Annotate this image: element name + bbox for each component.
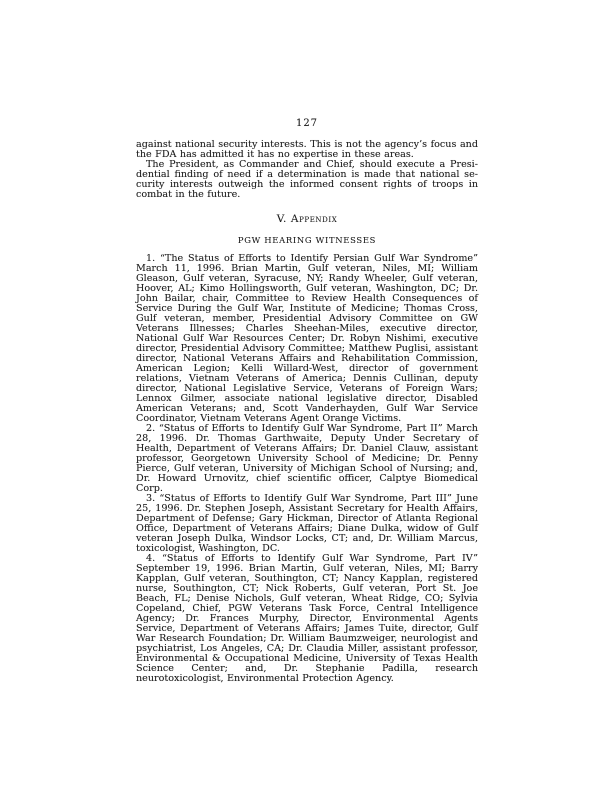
hearing-entry-1: 1. “The Status of Efforts to Identify Persian Gulf War Syndrome” March 11, 1996. Brian Martin, Gulf veteran, Niles, MI; William Gleason, Gulf veteran, Syracuse, NY; Randy Wheeler, Gulf veteran, Hoover, AL; Kimo Hollingsworth, Gulf veteran, Washington, DC; Dr. John Bailar, chair, Committee to Review Health Consequences of Service During the Gulf War, Institute of Medicine; Thomas Cross, Gulf veteran, member, Presidential Advisory Committee on GW Veterans Illnesses; Charles Sheehan-Miles, executive director, National Gulf War Resources Center; Dr. Robyn Nishimi, executive director, Presidential Advisory Committee; Matthew Puglisi, assistant director, National Veterans Affairs and Rehabilitation Commission, American Legion; Kelli Willard-West, director of government relations, Vietnam Veterans of America; Dennis Cullinan, deputy director, National Legislative Service, Veterans of Foreign Wars; Lennox Gilmer, associate national legislative director, Disabled American Veterans; and, Scott Vanderhayden, Gulf War Service Coordinator, Vietnam Veterans Agent Orange Victims. — [136, 253, 478, 424]
hearing-entry-2: 2. “Status of Efforts to Identify Gulf War Syndrome, Part II” March 28, 1996. Dr. Thomas Garthwaite, Deputy Under Secretary of Health, Department of Veterans Affairs; Dr. Daniel Clauw, assistant professor, Georgetown University School of Medicine; Dr. Penny Pierce, Gulf veteran, University of Michigan School of Nursing; and, Dr. Howard Urnovitz, chief scientific officer, Calptye Biomedical Corp. — [136, 423, 478, 494]
text-column — [136, 118, 478, 684]
hearing-entry-4: 4. “Status of Efforts to Identify Gulf War Syndrome, Part IV” September 19, 1996. Brian Martin, Gulf veteran, Niles, MI; Barry Kapplan, Gulf veteran, Southington, CT; Nancy Kapplan, registered nurse, Southington, CT; Nick Roberts, Gulf veteran, Port St. Joe Beach, FL; Denise Nichols, Gulf veteran, Wheat Ridge, CO; Sylvia Copeland, Chief, PGW Veterans Task Force, Central Intelligence Agency; Dr. Frances Murphy, Director, Environmental Agents Service, Department of Veterans Affairs; James Tuite, director, Gulf War Research Foundation; Dr. William Baumzweiger, neurologist and psychiatrist, Los Angeles, CA; Dr. Claudia Miller, assistant professor, Environmental & Occupational Medicine, University of Texas Health Science Center; and, Dr. Stephanie Padilla, research neurotoxicologist, Environmental Protection Agency. — [136, 553, 478, 684]
witnesses-heading: PGW HEARING WITNESSES — [237, 235, 377, 245]
body-paragraph: against national security interests. This is not the agency’s focus and the FDA has admitted it has no expertise in these areas. — [136, 139, 478, 160]
appendix-heading: V. Appendix — [276, 213, 338, 225]
body-paragraph: The President, as Commander and Chief, should execute a Presidential finding of need if a determination is made that national security interests outweigh the informed consent rights of troops in combat in the future. — [136, 159, 478, 200]
hearing-entry-3: 3. “Status of Efforts to Identify Gulf War Syndrome, Part III” June 25, 1996. Dr. Stephen Joseph, Assistant Secretary for Health Affairs, Department of Defense; Gary Hickman, Director of Atlanta Regional Office, Department of Veterans Affairs; Diane Dulka, widow of Gulf veteran Joseph Dulka, Windsor Locks, CT; and, Dr. William Marcus, toxicologist, Washington, DC. — [136, 493, 478, 554]
page-number: 127 — [295, 118, 319, 129]
